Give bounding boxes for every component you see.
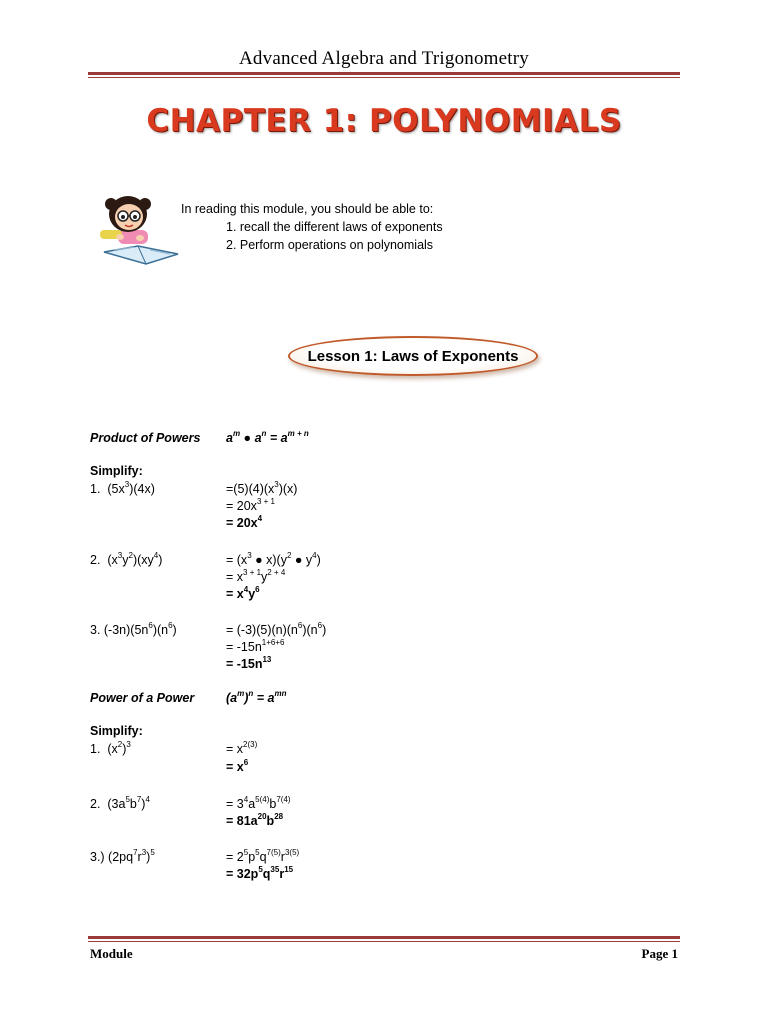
lesson-title: Lesson 1: Laws of Exponents (307, 347, 519, 365)
example-4-row (90, 759, 690, 775)
example-6-problem: 3.) $(2pq^7r^3)^5$ (90, 847, 155, 864)
objectives-block (181, 200, 443, 254)
example-2-step-1: = ($x^3$ ● $x)(y^2$ ● $y^4$) (226, 550, 321, 567)
power-of-power-rule: $(a^m)^n = a^{mn}$ (226, 688, 287, 705)
product-of-powers-heading: Product of Powers (90, 431, 201, 445)
header-rule-thin (88, 77, 680, 78)
footer-page-number: Page 1 (641, 946, 678, 961)
power-of-power-heading: Power of a Power (90, 691, 195, 705)
example-4-row (90, 741, 690, 757)
example-3-row (90, 656, 690, 672)
example-2-answer: = $x^4y^6$ (226, 584, 260, 601)
example-2-problem: 2. $(x^3y^2)(xy^4)$ (90, 550, 163, 567)
header-title: Advanced Algebra and Trigonometry (239, 48, 529, 69)
example-3-step-2: = $-15n^{1+6+6}$ (226, 637, 285, 654)
example-5-answer: = $81a^{20}b^{28}$ (226, 811, 284, 828)
simplify-label: Simplify: (90, 724, 143, 738)
lesson-title-badge (288, 336, 538, 376)
example-3-answer: = $-15n^{13}$ (226, 654, 272, 671)
example-4-problem: 1. $(x^2)^3$ (90, 739, 131, 756)
example-3-row (90, 622, 690, 638)
objectives-intro: In reading this module, you should be able to: (181, 202, 434, 216)
example-2-row (90, 552, 690, 568)
example-6-row (90, 866, 690, 882)
footer-rule-thick (88, 936, 680, 939)
example-1-row (90, 498, 690, 514)
example-4-answer: = $x^6$ (226, 757, 249, 774)
example-1-answer: = $20x^4$ (226, 513, 263, 530)
example-3-step-1: = $(-3)(5)(n)(n^6)(n^6)$ (226, 620, 327, 637)
example-1-step-1: $=(5)(4)(x^3)(x)$ (226, 479, 298, 496)
chapter-title: CHAPTER 1: POLYNOMIALS (146, 103, 622, 139)
example-5-step-1: = $3^4a^{5(4)}b^{7(4)}$ (226, 794, 291, 811)
product-of-powers-rule: $a^m$ ● $a^n = a^{m + n}$ (226, 428, 309, 445)
objective-item: 1. recall the different laws of exponents (226, 220, 443, 234)
example-4-step-1: = $x^{2(3)}$ (226, 739, 258, 756)
objectives-list (181, 218, 443, 254)
objective-item: 2. Perform operations on polynomials (226, 238, 434, 252)
example-1-row (90, 515, 690, 531)
example-5-row (90, 796, 690, 812)
example-5-row (90, 813, 690, 829)
header-rule-thick (88, 72, 680, 75)
example-1-problem: 1. $(5x^3)(4x)$ (90, 479, 155, 496)
example-1-row (90, 481, 690, 497)
example-3-problem: 3. $(-3n)(5n^6)(n^6)$ (90, 620, 177, 637)
footer-rule-thin (88, 941, 680, 942)
example-3-row (90, 639, 690, 655)
power-of-power-rule-row (90, 690, 690, 706)
example-2-row (90, 586, 690, 602)
example-2-row (90, 569, 690, 585)
product-of-powers-rule-row (90, 430, 690, 446)
example-1-step-2: = $20x^{3 + 1}$ (226, 496, 275, 513)
example-6-step-1: = $2^5p^5q^{7(5)}r^{3(5)}$ (226, 847, 300, 864)
example-6-row (90, 849, 690, 865)
example-2-step-2: = $x^{3 + 1}y^{2 + 4}$ (226, 567, 286, 584)
footer-module-label: Module (90, 946, 133, 961)
example-5-problem: 2. $(3a^5b^7)^4$ (90, 794, 150, 811)
simplify-label: Simplify: (90, 464, 143, 478)
example-6-answer: = $32p^5q^{35}r^{15}$ (226, 864, 294, 881)
reading-girl-illustration-icon (98, 190, 182, 272)
